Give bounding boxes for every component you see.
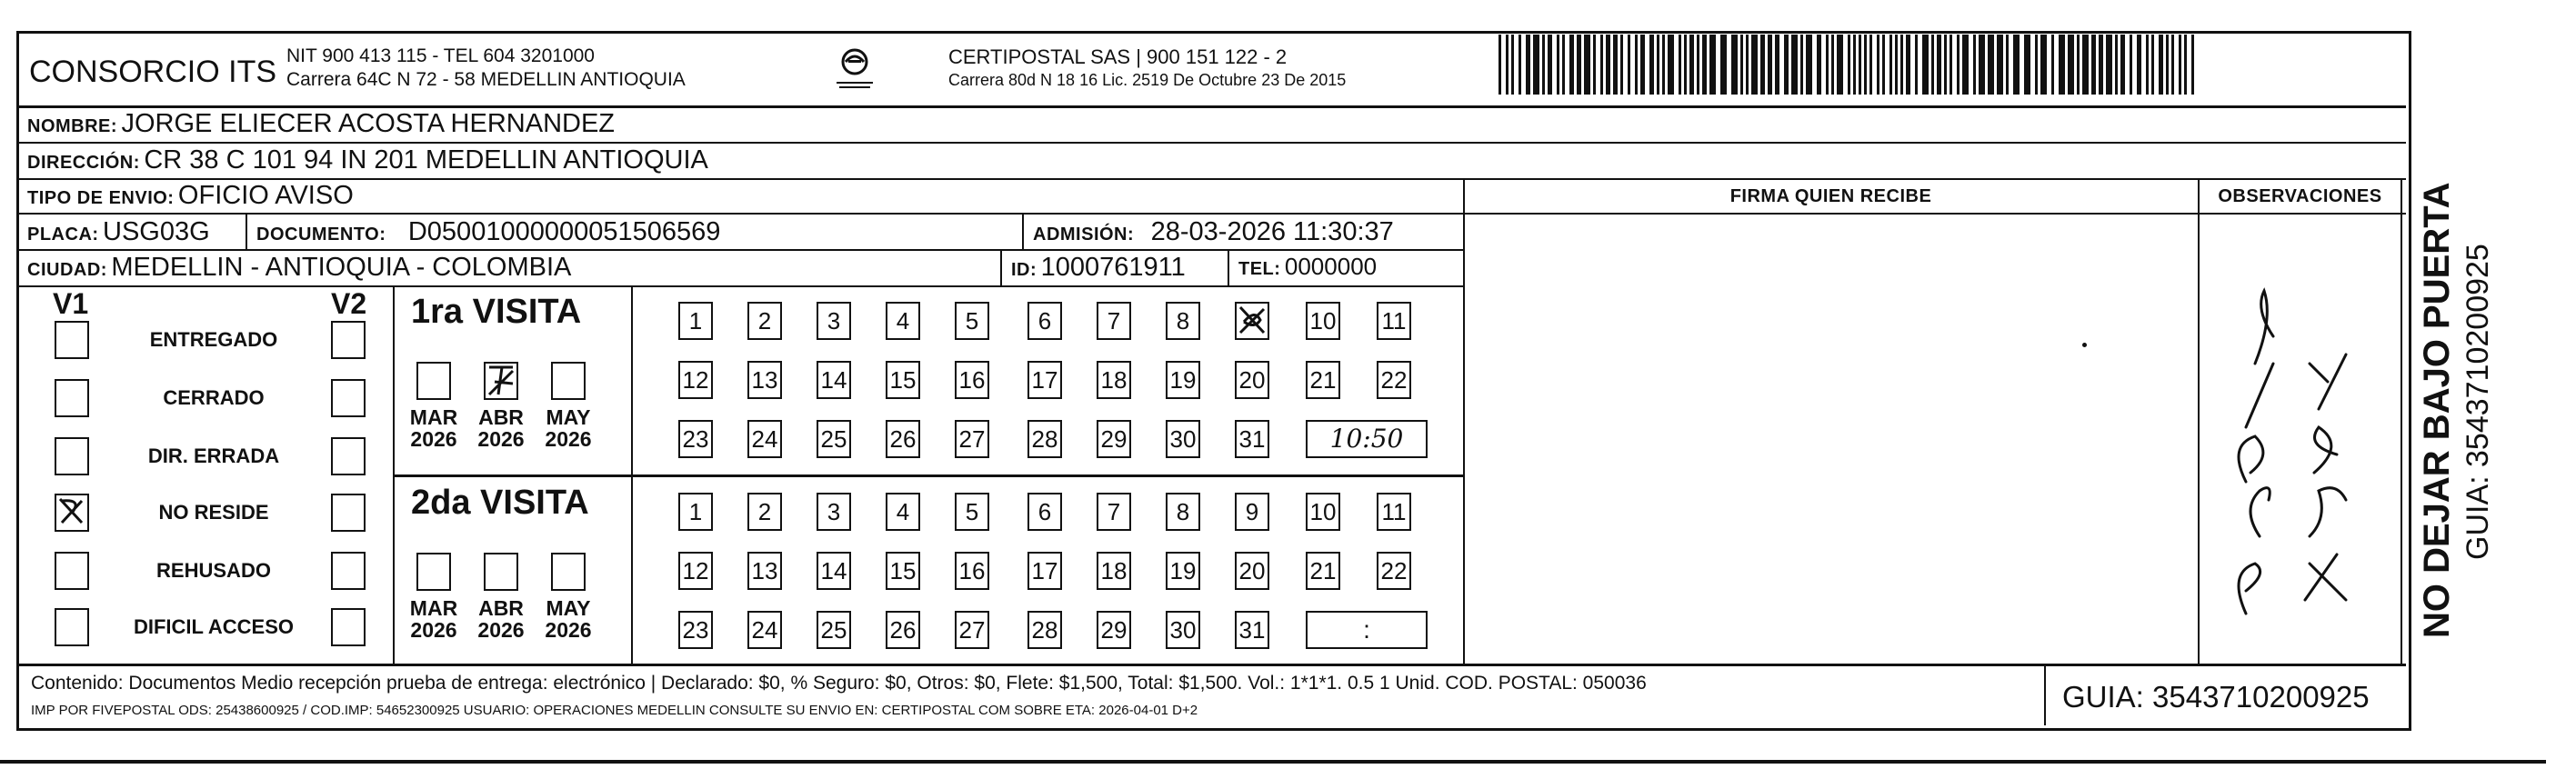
- barcode-bar: [1864, 35, 1867, 95]
- day-box[interactable]: 18: [1097, 361, 1131, 399]
- day-box[interactable]: 15: [886, 552, 920, 590]
- barcode-bar: [1697, 35, 1699, 95]
- barcode-bar: [2013, 35, 2020, 95]
- barcode-bar: [1817, 35, 1821, 95]
- barcode-bar: [1931, 35, 1934, 95]
- time-box[interactable]: 10:50: [1306, 420, 1428, 458]
- bottom-border: [0, 760, 2546, 764]
- day-box[interactable]: 29: [1097, 611, 1131, 649]
- status-label: REHUSADO: [156, 559, 271, 582]
- day-box[interactable]: 8: [1166, 493, 1200, 531]
- barcode-bar: [1831, 35, 1834, 95]
- day-box[interactable]: 21: [1306, 361, 1340, 399]
- certipostal-logo: [832, 44, 877, 95]
- status-label: DIR. ERRADA: [147, 444, 280, 467]
- barcode-bar: [1889, 35, 1892, 95]
- day-box[interactable]: 25: [817, 611, 851, 649]
- certipostal-name: CERTIPOSTAL SAS | 900 151 122 - 2: [948, 45, 1288, 68]
- status-label: ENTREGADO: [149, 328, 278, 351]
- day-box[interactable]: 5: [955, 302, 989, 340]
- barcode-bar: [1957, 35, 1960, 95]
- day-box[interactable]: 17: [1027, 552, 1062, 590]
- barcode-bar: [1848, 35, 1850, 95]
- barcode-bar: [1791, 35, 1798, 95]
- barcode-bar: [1962, 35, 1969, 95]
- barcode-bar: [2151, 35, 2154, 95]
- barcode-bar: [1837, 35, 1843, 95]
- admision-value: 28-03-2026 11:30:37: [1150, 217, 1394, 246]
- nombre-value: JORGE ELIECER ACOSTA HERNANDEZ: [121, 109, 616, 138]
- barcode-bar: [2166, 35, 2169, 95]
- day-box[interactable]: 15: [886, 361, 920, 399]
- barcode-bar: [1853, 35, 1856, 95]
- day-box[interactable]: 2: [747, 302, 782, 340]
- barcode-bar: [1950, 35, 1952, 95]
- day-box[interactable]: 14: [817, 552, 851, 590]
- tel-row: [1238, 253, 1377, 281]
- barcode-bar: [1709, 35, 1716, 95]
- documento-label: DOCUMENTO:: [256, 225, 386, 245]
- month-label: MAR 2026: [409, 405, 458, 451]
- day-box[interactable]: 5: [955, 493, 989, 531]
- day-box[interactable]: 24: [747, 420, 782, 458]
- day-box[interactable]: 1: [678, 302, 713, 340]
- barcode-bar: [2024, 35, 2030, 95]
- v2-label: V2: [331, 287, 367, 320]
- barcode-bar: [2159, 35, 2163, 95]
- firma-label: FIRMA QUIEN RECIBE: [1729, 186, 1932, 206]
- v2-checkbox[interactable]: [331, 437, 366, 475]
- barcode-bar: [1800, 35, 1803, 95]
- day-box[interactable]: 27: [955, 611, 989, 649]
- barcode-bar: [2146, 35, 2149, 95]
- id-label: ID:: [1011, 260, 1037, 280]
- day-box[interactable]: 23: [678, 420, 713, 458]
- company-nit: NIT 900 413 115 - TEL 604 3201000: [286, 45, 595, 66]
- day-box[interactable]: 10: [1306, 493, 1340, 531]
- barcode-bar: [1988, 35, 1994, 95]
- day-box[interactable]: 28: [1027, 420, 1062, 458]
- barcode-bar: [2191, 35, 2194, 95]
- placa-label: PLACA:: [27, 225, 99, 245]
- barcode-bar: [1877, 35, 1879, 95]
- ciudad-row: [27, 253, 571, 283]
- barcode-bar: [1746, 35, 1749, 95]
- placa-row: [27, 217, 210, 247]
- status-label: CERRADO: [163, 386, 265, 409]
- barcode-bar: [1922, 35, 1929, 95]
- barcode-bar: [1760, 35, 1765, 95]
- day-box[interactable]: 19: [1166, 552, 1200, 590]
- month-checkbox[interactable]: [551, 362, 586, 400]
- barcode-bar: [1689, 35, 1694, 95]
- v2-checkbox[interactable]: [331, 552, 366, 590]
- barcode-bar: [1937, 35, 1941, 95]
- barcode-bar: [2077, 35, 2080, 95]
- day-box[interactable]: 16: [955, 361, 989, 399]
- barcode-bar: [1600, 35, 1603, 95]
- barcode-bar: [1768, 35, 1772, 95]
- barcode-bar: [2059, 35, 2065, 95]
- month-checkbox[interactable]: [484, 362, 518, 400]
- day-box[interactable]: 8: [1166, 302, 1200, 340]
- barcode-bar: [1613, 35, 1618, 95]
- id-value: 1000761911: [1040, 253, 1186, 282]
- certipostal-address: Carrera 80d N 18 16 Lic. 2519 De Octubre 23 De 2015: [948, 71, 1347, 89]
- barcode-bar: [1662, 35, 1665, 95]
- admision-label: ADMISIÓN:: [1033, 225, 1135, 245]
- barcode-bar: [1649, 35, 1654, 95]
- barcode-bar: [1973, 35, 1976, 95]
- day-box[interactable]: 23: [678, 611, 713, 649]
- barcode-bar: [1498, 35, 1501, 95]
- day-box[interactable]: 25: [817, 420, 851, 458]
- month-label: MAR 2026: [409, 596, 458, 642]
- barcode-bar: [1577, 35, 1581, 95]
- v1-checkbox[interactable]: [55, 379, 89, 417]
- barcode-bar: [1519, 35, 1521, 95]
- v1-checkbox[interactable]: [55, 552, 89, 590]
- barcode-bar: [2179, 35, 2181, 95]
- direccion-row: [27, 145, 708, 175]
- barcode-bar: [1906, 35, 1910, 95]
- day-box[interactable]: 1: [678, 493, 713, 531]
- v1-checkbox[interactable]: [55, 321, 89, 359]
- day-box[interactable]: 28: [1027, 611, 1062, 649]
- barcode-bar: [1533, 35, 1539, 95]
- barcode-bar: [2130, 35, 2132, 95]
- barcode-bar: [1979, 35, 1985, 95]
- day-box[interactable]: 29: [1097, 420, 1131, 458]
- documento-row: [256, 217, 720, 247]
- barcode-bar: [1826, 35, 1829, 95]
- barcode-bar: [1584, 35, 1590, 95]
- barcode-bar: [1702, 35, 1707, 95]
- barcode-bar: [2040, 35, 2047, 95]
- visit-2-title: 2da VISITA: [411, 484, 589, 522]
- day-box[interactable]: 26: [886, 420, 920, 458]
- day-box[interactable]: 31: [1235, 611, 1269, 649]
- day-box[interactable]: 9: [1235, 493, 1269, 531]
- day-box[interactable]: 12: [678, 361, 713, 399]
- day-box[interactable]: 14: [817, 361, 851, 399]
- day-box[interactable]: 11: [1377, 493, 1411, 531]
- footer-guia: GUIA: 3543710200925: [2062, 680, 2370, 714]
- month-label: ABR 2026: [477, 405, 525, 451]
- day-box[interactable]: 31: [1235, 420, 1269, 458]
- day-box[interactable]: 4: [886, 493, 920, 531]
- barcode-bar: [1606, 35, 1610, 95]
- observaciones-label: OBSERVACIONES: [2218, 186, 2382, 206]
- day-box[interactable]: 19: [1166, 361, 1200, 399]
- barcode-bar: [1997, 35, 2003, 95]
- day-box[interactable]: 7: [1097, 302, 1131, 340]
- month-label: MAY 2026: [545, 405, 592, 451]
- barcode-bar: [1731, 35, 1738, 95]
- footer-contenido: Contenido: Documentos Medio recepción prueba de entrega: electrónico | Declarado: $0, % Seguro: $0, Otros: $0, Flete: $1,500, Total: $1,500. Vol.: 1*1*1. 0.5 1 Unid. COD. POSTAL: 050036: [31, 673, 1647, 694]
- barcode-bar: [1668, 35, 1674, 95]
- status-label: NO RESIDE: [158, 501, 269, 524]
- day-box[interactable]: 18: [1097, 552, 1131, 590]
- barcode-bar: [1775, 35, 1779, 95]
- barcode-bar: [1542, 35, 1545, 95]
- v1-checkbox[interactable]: [55, 437, 89, 475]
- documento-value: D05001000000051506569: [407, 217, 721, 246]
- day-box[interactable]: [1235, 302, 1269, 340]
- barcode-bar: [1657, 35, 1659, 95]
- barcode-bar: [2115, 35, 2118, 95]
- v1-label: V1: [53, 287, 89, 320]
- tipo-row: [27, 181, 354, 211]
- day-box[interactable]: 17: [1027, 361, 1062, 399]
- barcode-bar: [2051, 35, 2054, 95]
- id-row: [1011, 253, 1186, 283]
- barcode-bar: [2106, 35, 2112, 95]
- v2-checkbox[interactable]: [331, 321, 366, 359]
- month-checkbox[interactable]: [416, 553, 451, 591]
- v2-checkbox[interactable]: [331, 379, 366, 417]
- barcode-bar: [2137, 35, 2141, 95]
- side-no-dejar: NO DEJAR BAJO PUERTA: [2417, 182, 2457, 638]
- barcode-bar: [1684, 35, 1687, 95]
- day-box[interactable]: 26: [886, 611, 920, 649]
- direccion-label: DIRECCIÓN:: [27, 153, 140, 173]
- barcode-bar: [1569, 35, 1574, 95]
- stray-dot: [2082, 343, 2087, 347]
- day-box[interactable]: 4: [886, 302, 920, 340]
- day-box[interactable]: 20: [1235, 552, 1269, 590]
- barcode-bar: [1557, 35, 1559, 95]
- day-box[interactable]: 10: [1306, 302, 1340, 340]
- barcode-bar: [1869, 35, 1872, 95]
- tel-label: TEL:: [1238, 259, 1281, 279]
- day-box[interactable]: 6: [1027, 302, 1062, 340]
- barcode-bar: [1895, 35, 1898, 95]
- day-box[interactable]: 13: [747, 361, 782, 399]
- day-box[interactable]: 20: [1235, 361, 1269, 399]
- barcode-bar: [2035, 35, 2038, 95]
- company-address: Carrera 64C N 72 - 58 MEDELLIN ANTIOQUIA: [286, 69, 686, 90]
- day-box[interactable]: 16: [955, 552, 989, 590]
- barcode-bar: [2099, 35, 2103, 95]
- placa-value: USG03G: [103, 217, 210, 246]
- barcode-bar: [1526, 35, 1530, 95]
- tipo-value: OFICIO AVISO: [177, 181, 354, 210]
- direccion-value: CR 38 C 101 94 IN 201 MEDELLIN ANTIOQUIA: [144, 145, 708, 175]
- barcode-bar: [2184, 35, 2187, 95]
- day-box[interactable]: 2: [747, 493, 782, 531]
- barcode-bar: [1635, 35, 1638, 95]
- barcode-bar: [1679, 35, 1681, 95]
- day-box[interactable]: 22: [1377, 552, 1411, 590]
- visit-1-title: 1ra VISITA: [411, 293, 582, 331]
- barcode-bar: [1900, 35, 1903, 95]
- day-box[interactable]: 30: [1166, 611, 1200, 649]
- month-checkbox[interactable]: [484, 553, 518, 591]
- barcode-bar: [1806, 35, 1812, 95]
- barcode-bar: [2068, 35, 2074, 95]
- nombre-label: NOMBRE:: [27, 116, 118, 136]
- barcode-bar: [1593, 35, 1596, 95]
- barcode-bar: [1751, 35, 1758, 95]
- barcode-bar: [1784, 35, 1789, 95]
- barcode-bar: [2006, 35, 2009, 95]
- tipo-label: TIPO DE ENVIO:: [27, 188, 175, 208]
- day-box[interactable]: 11: [1377, 302, 1411, 340]
- barcode-bar: [1511, 35, 1514, 95]
- handwritten-observation: [2219, 264, 2373, 627]
- barcode-bar: [1562, 35, 1565, 95]
- nombre-row: [27, 109, 615, 139]
- day-box[interactable]: 12: [678, 552, 713, 590]
- barcode-bar: [1944, 35, 1947, 95]
- day-box[interactable]: 21: [1306, 552, 1340, 590]
- time-box[interactable]: :: [1306, 611, 1428, 649]
- barcode-bar: [1740, 35, 1743, 95]
- month-label: MAY 2026: [545, 596, 592, 642]
- day-box[interactable]: 27: [955, 420, 989, 458]
- day-box[interactable]: 3: [817, 493, 851, 531]
- month-checkbox[interactable]: [416, 362, 451, 400]
- barcode-bar: [1859, 35, 1861, 95]
- barcode: [1498, 35, 2199, 98]
- status-label: DIFICIL ACCESO: [133, 615, 294, 638]
- side-guia: GUIA: 3543710200925: [2461, 244, 2495, 560]
- company-name: CONSORCIO ITS: [29, 55, 277, 89]
- ciudad-value: MEDELLIN - ANTIOQUIA - COLOMBIA: [111, 253, 572, 282]
- day-box[interactable]: 24: [747, 611, 782, 649]
- day-box[interactable]: 3: [817, 302, 851, 340]
- barcode-bar: [2120, 35, 2125, 95]
- day-box[interactable]: 30: [1166, 420, 1200, 458]
- barcode-bar: [2082, 35, 2089, 95]
- footer-imp: IMP POR FIVEPOSTAL ODS: 25438600925 / COD.IMP: 54652300925 USUARIO: OPERACIONES MEDELLIN CONSULTE SU ENVIO EN: CERTIPOSTAL COM SOBRE ETA: 2026-04-01 D+2: [31, 703, 1198, 718]
- ciudad-label: CIUDAD:: [27, 260, 107, 280]
- month-checkbox[interactable]: [551, 553, 586, 591]
- barcode-bar: [1640, 35, 1645, 95]
- day-box[interactable]: 13: [747, 552, 782, 590]
- v1-checkbox[interactable]: [55, 494, 89, 532]
- v2-checkbox[interactable]: [331, 608, 366, 646]
- tel-value: 0000000: [1284, 253, 1378, 280]
- barcode-bar: [2171, 35, 2174, 95]
- barcode-bar: [1720, 35, 1727, 95]
- month-label: ABR 2026: [477, 596, 525, 642]
- barcode-bar: [1915, 35, 1918, 95]
- barcode-bar: [1620, 35, 1623, 95]
- barcode-bar: [1506, 35, 1509, 95]
- v2-checkbox[interactable]: [331, 494, 366, 532]
- day-box[interactable]: 7: [1097, 493, 1131, 531]
- barcode-bar: [1628, 35, 1630, 95]
- v1-checkbox[interactable]: [55, 608, 89, 646]
- barcode-bar: [1548, 35, 1552, 95]
- day-box[interactable]: 22: [1377, 361, 1411, 399]
- barcode-bar: [1882, 35, 1885, 95]
- barcode-bar: [2091, 35, 2096, 95]
- day-box[interactable]: 6: [1027, 493, 1062, 531]
- admision-row: [1033, 217, 1394, 247]
